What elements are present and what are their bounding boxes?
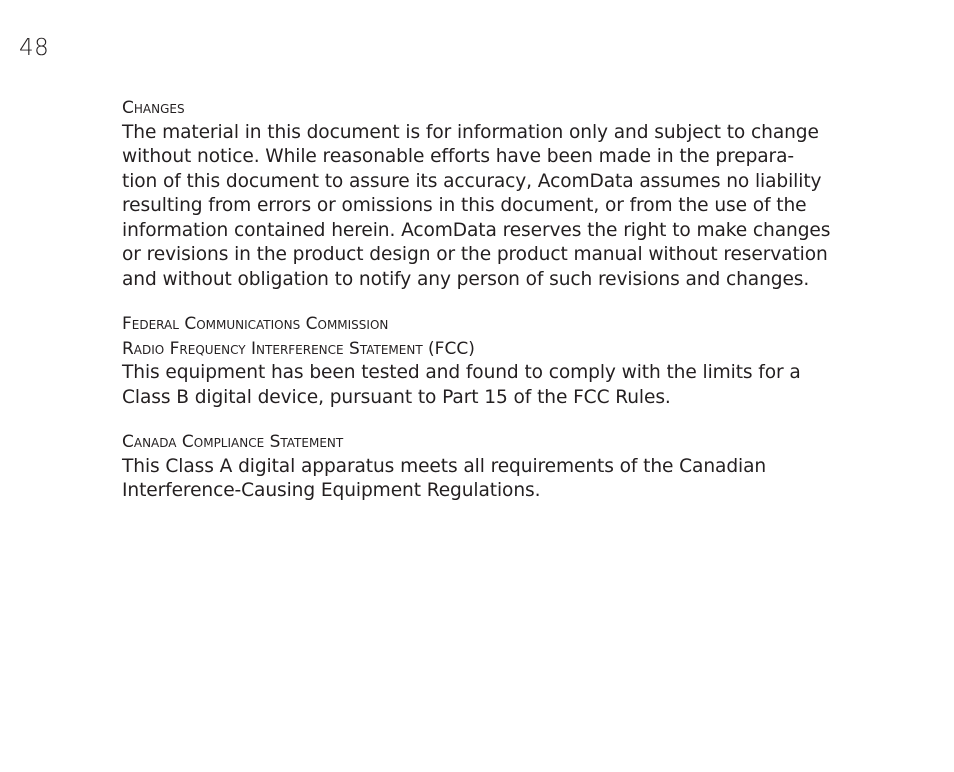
paragraph-line: The material in this document is for information only and subject to change: [122, 121, 819, 143]
section-fcc: [122, 312, 882, 410]
section-heading: Federal Communications Commission: [122, 314, 389, 334]
paragraph-line: without notice. While reasonable efforts have been made in the prepara-: [122, 146, 795, 167]
paragraph-line: Interference-Causing Equipment Regulations.: [122, 480, 541, 501]
document-body: [122, 96, 882, 524]
section-heading: Changes: [122, 98, 185, 118]
section-changes: [122, 96, 882, 292]
paragraph-line: or revisions in the product design or the product manual without reservation: [122, 244, 828, 265]
section-subheading: Radio Frequency Interference Statement (FCC): [122, 338, 475, 359]
paragraph-line: This Class A digital apparatus meets all requirements of the Canadian: [122, 455, 767, 477]
section-heading: Canada Compliance Statement: [122, 432, 344, 452]
paragraph-line: resulting from errors or omissions in this document, or from the use of the: [122, 195, 807, 216]
paragraph-line: information contained herein. AcomData reserves the right to make changes: [122, 219, 831, 241]
page-number: 48: [19, 35, 50, 61]
section-canada: [122, 430, 882, 504]
paragraph-line: This equipment has been tested and found to comply with the limits for a: [122, 362, 801, 383]
paragraph-line: tion of this document to assure its accuracy, AcomData assumes no liability: [122, 170, 822, 192]
paragraph-line: Class B digital device, pursuant to Part 15 of the FCC Rules.: [122, 386, 671, 408]
paragraph-line: and without obligation to notify any person of such revisions and changes.: [122, 268, 810, 290]
